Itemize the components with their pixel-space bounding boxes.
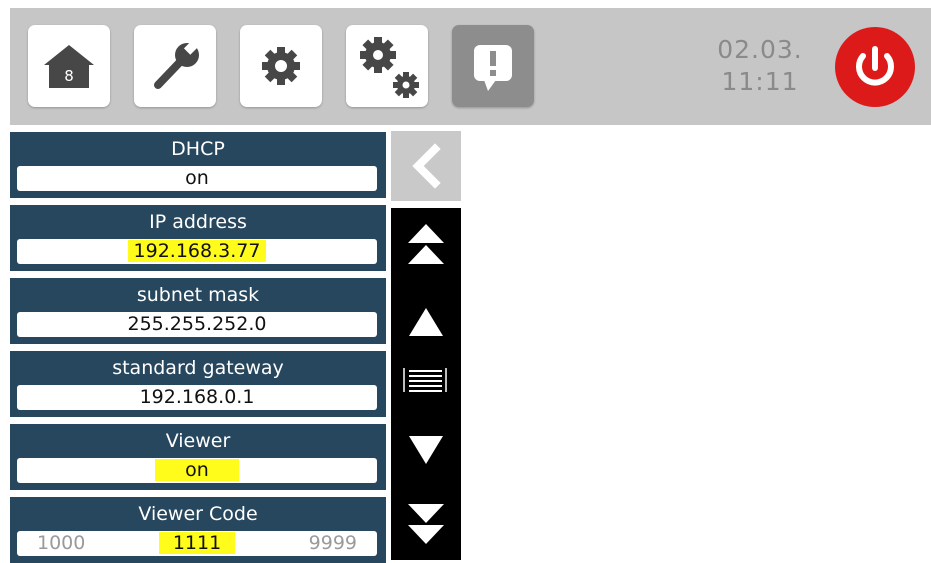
dhcp-panel bbox=[10, 132, 386, 198]
tools-button[interactable] bbox=[134, 25, 216, 107]
double-up-icon bbox=[391, 212, 461, 272]
power-icon bbox=[835, 27, 915, 107]
gear-icon bbox=[240, 25, 322, 107]
list-position-indicator[interactable] bbox=[391, 350, 461, 410]
scroll-down-button[interactable] bbox=[391, 418, 461, 478]
double-down-icon bbox=[391, 498, 461, 558]
scroll-bar bbox=[391, 208, 461, 560]
date-time-display bbox=[700, 34, 820, 98]
ip-address-field[interactable] bbox=[17, 239, 377, 264]
down-icon bbox=[391, 418, 461, 478]
viewer-code-field[interactable] bbox=[17, 531, 377, 556]
standard-gateway-label: standard gateway bbox=[112, 357, 284, 379]
viewer-field[interactable] bbox=[17, 458, 377, 483]
viewer-code-panel bbox=[10, 497, 386, 563]
time-text: 11:11 bbox=[721, 67, 799, 96]
list-icon bbox=[391, 350, 461, 410]
up-icon bbox=[391, 294, 461, 354]
subnet-mask-value: 255.255.252.0 bbox=[127, 313, 267, 335]
chevron-left-icon bbox=[391, 131, 461, 201]
dhcp-label: DHCP bbox=[171, 138, 225, 160]
settings-button[interactable] bbox=[240, 25, 322, 107]
date-text: 02.03. bbox=[717, 35, 803, 64]
home-badge: 8 bbox=[64, 67, 74, 85]
viewer-code-min: 1000 bbox=[37, 532, 86, 554]
top-bar bbox=[10, 8, 931, 125]
alert-message-icon bbox=[452, 25, 534, 107]
viewer-code-label: Viewer Code bbox=[138, 503, 258, 525]
standard-gateway-value: 192.168.0.1 bbox=[139, 386, 255, 408]
wrench-icon bbox=[134, 25, 216, 107]
gears-icon bbox=[346, 25, 428, 107]
page-up-button[interactable] bbox=[391, 212, 461, 272]
home-button[interactable] bbox=[28, 25, 110, 107]
scroll-up-button[interactable] bbox=[391, 294, 461, 354]
alert-button[interactable] bbox=[452, 25, 534, 107]
ip-address-panel bbox=[10, 205, 386, 271]
subnet-mask-field[interactable] bbox=[17, 312, 377, 337]
viewer-label: Viewer bbox=[165, 430, 231, 452]
viewer-value: on bbox=[155, 459, 239, 481]
ip-address-label: IP address bbox=[149, 211, 247, 233]
standard-gateway-field[interactable] bbox=[17, 385, 377, 410]
viewer-panel bbox=[10, 424, 386, 490]
subnet-mask-label: subnet mask bbox=[136, 284, 260, 306]
ip-address-value: 192.168.3.77 bbox=[128, 240, 267, 262]
power-button[interactable] bbox=[835, 27, 915, 107]
standard-gateway-panel bbox=[10, 351, 386, 417]
back-button[interactable] bbox=[391, 131, 461, 201]
subnet-mask-panel bbox=[10, 278, 386, 344]
viewer-code-max: 9999 bbox=[308, 532, 357, 554]
viewer-code-value: 1111 bbox=[159, 532, 235, 554]
dhcp-value: on bbox=[185, 167, 209, 189]
advanced-settings-button[interactable] bbox=[346, 25, 428, 107]
page-down-button[interactable] bbox=[391, 498, 461, 558]
dhcp-field[interactable] bbox=[17, 166, 377, 191]
